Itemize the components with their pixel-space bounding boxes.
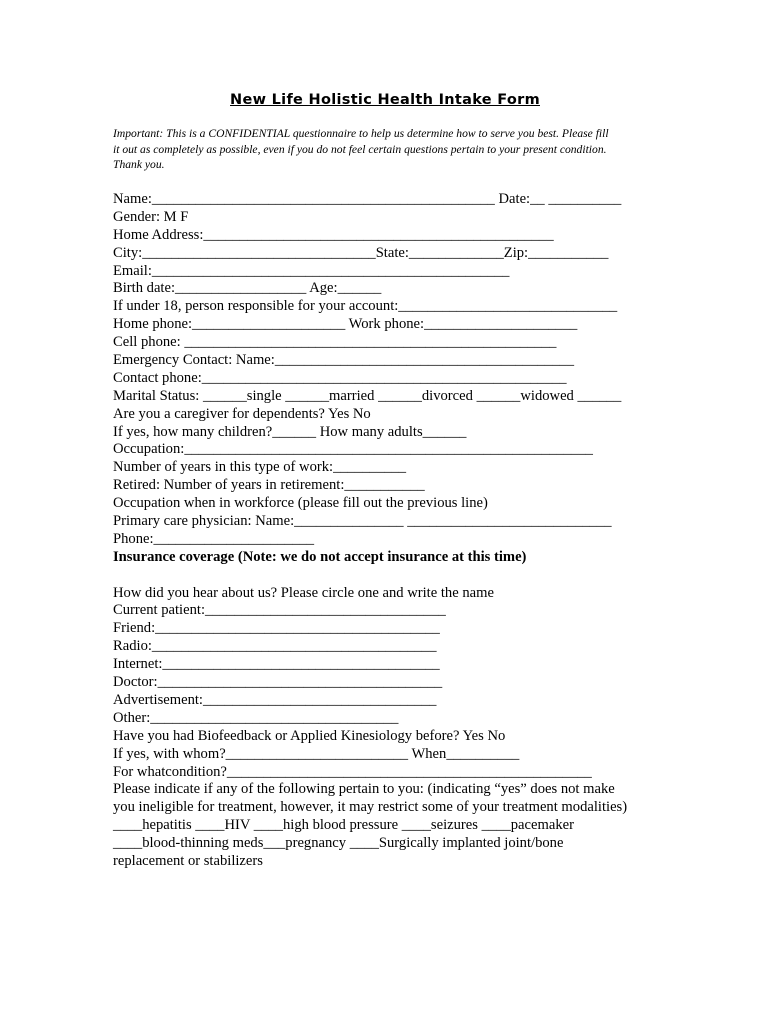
city-state-zip-field[interactable]: City:________________________________State:_____________Zip:___________: [113, 244, 609, 261]
gender-field[interactable]: Gender: M F: [113, 208, 189, 225]
form-title: New Life Holistic Health Intake Form: [230, 92, 540, 108]
referral-advertisement-field[interactable]: Advertisement:________________________________: [113, 691, 437, 708]
cell-phone-field[interactable]: Cell phone: ___________________________________________________: [113, 334, 557, 351]
caregiver-question[interactable]: Are you a caregiver for dependents? Yes No: [113, 405, 371, 422]
intro-paragraph: [113, 126, 668, 173]
physician-name-field[interactable]: Primary care physician: Name:_______________ ____________________________: [113, 513, 612, 530]
contact-phone-field[interactable]: Contact phone:__________________________________________________: [113, 369, 567, 386]
spacer: [113, 567, 713, 585]
retirement-years-field[interactable]: Retired: Number of years in retirement:___________: [113, 477, 425, 494]
previous-occupation-note: Occupation when in workforce (please fill out the previous line): [113, 495, 488, 512]
referral-doctor-field[interactable]: Doctor:_______________________________________: [113, 674, 443, 691]
name-date-field[interactable]: Name:_______________________________________________ Date:__ __________: [113, 191, 622, 207]
form-fields: [113, 191, 713, 871]
responsible-person-field[interactable]: If under 18, person responsible for your account:______________________________: [113, 298, 618, 315]
conditions-instruction-line: Please indicate if any of the following pertain to you: (indicating “yes” does not make: [113, 781, 615, 798]
conditions-checklist[interactable]: replacement or stabilizers: [113, 852, 263, 869]
referral-internet-field[interactable]: Internet:______________________________________: [113, 656, 440, 673]
home-address-field[interactable]: Home Address:________________________________________________: [113, 226, 554, 243]
years-work-field[interactable]: Number of years in this type of work:__________: [113, 459, 407, 476]
condition-field[interactable]: For whatcondition?__________________________________________________: [113, 763, 592, 780]
referral-radio-field[interactable]: Radio:_______________________________________: [113, 638, 437, 655]
home-work-phone-field[interactable]: Home phone:_____________________ Work phone:_____________________: [113, 316, 578, 333]
insurance-heading: Insurance coverage (Note: we do not accept insurance at this time): [113, 548, 527, 565]
intro-line: Important: This is a CONFIDENTIAL questionnaire to help us determine how to serve you best. Please fill: [113, 127, 609, 140]
conditions-instruction-line: you ineligible for treatment, however, it may restrict some of your treatment modalities): [113, 799, 628, 816]
referral-friend-field[interactable]: Friend:_______________________________________: [113, 620, 440, 637]
referral-question: How did you hear about us? Please circle one and write the name: [113, 584, 494, 601]
intro-line: it out as completely as possible, even if you do not feel certain questions pertain to your present condition.: [113, 142, 607, 156]
emergency-contact-field[interactable]: Emergency Contact: Name:_________________________________________: [113, 352, 574, 369]
physician-phone-field[interactable]: Phone:______________________: [113, 530, 315, 547]
conditions-checklist[interactable]: ____hepatitis ____HIV ____high blood pressure ____seizures ____pacemaker: [113, 817, 574, 834]
marital-status-field[interactable]: Marital Status: ______single ______married ______divorced ______widowed ______: [113, 387, 622, 404]
occupation-field[interactable]: Occupation:________________________________________________________: [113, 441, 593, 458]
intro-line: Thank you.: [113, 158, 165, 171]
conditions-checklist[interactable]: ____blood-thinning meds___pregnancy ____Surgically implanted joint/bone: [113, 835, 564, 852]
email-field[interactable]: Email:_________________________________________________: [113, 262, 510, 279]
referral-current-patient-field[interactable]: Current patient:_________________________________: [113, 602, 446, 619]
biofeedback-question[interactable]: Have you had Biofeedback or Applied Kinesiology before? Yes No: [113, 727, 506, 744]
referral-other-field[interactable]: Other:__________________________________: [113, 709, 399, 726]
biofeedback-whom-when-field[interactable]: If yes, with whom?_________________________ When__________: [113, 745, 520, 762]
dependents-count-field[interactable]: If yes, how many children?______ How many adults______: [113, 423, 467, 440]
birth-date-age-field[interactable]: Birth date:__________________ Age:______: [113, 280, 382, 297]
